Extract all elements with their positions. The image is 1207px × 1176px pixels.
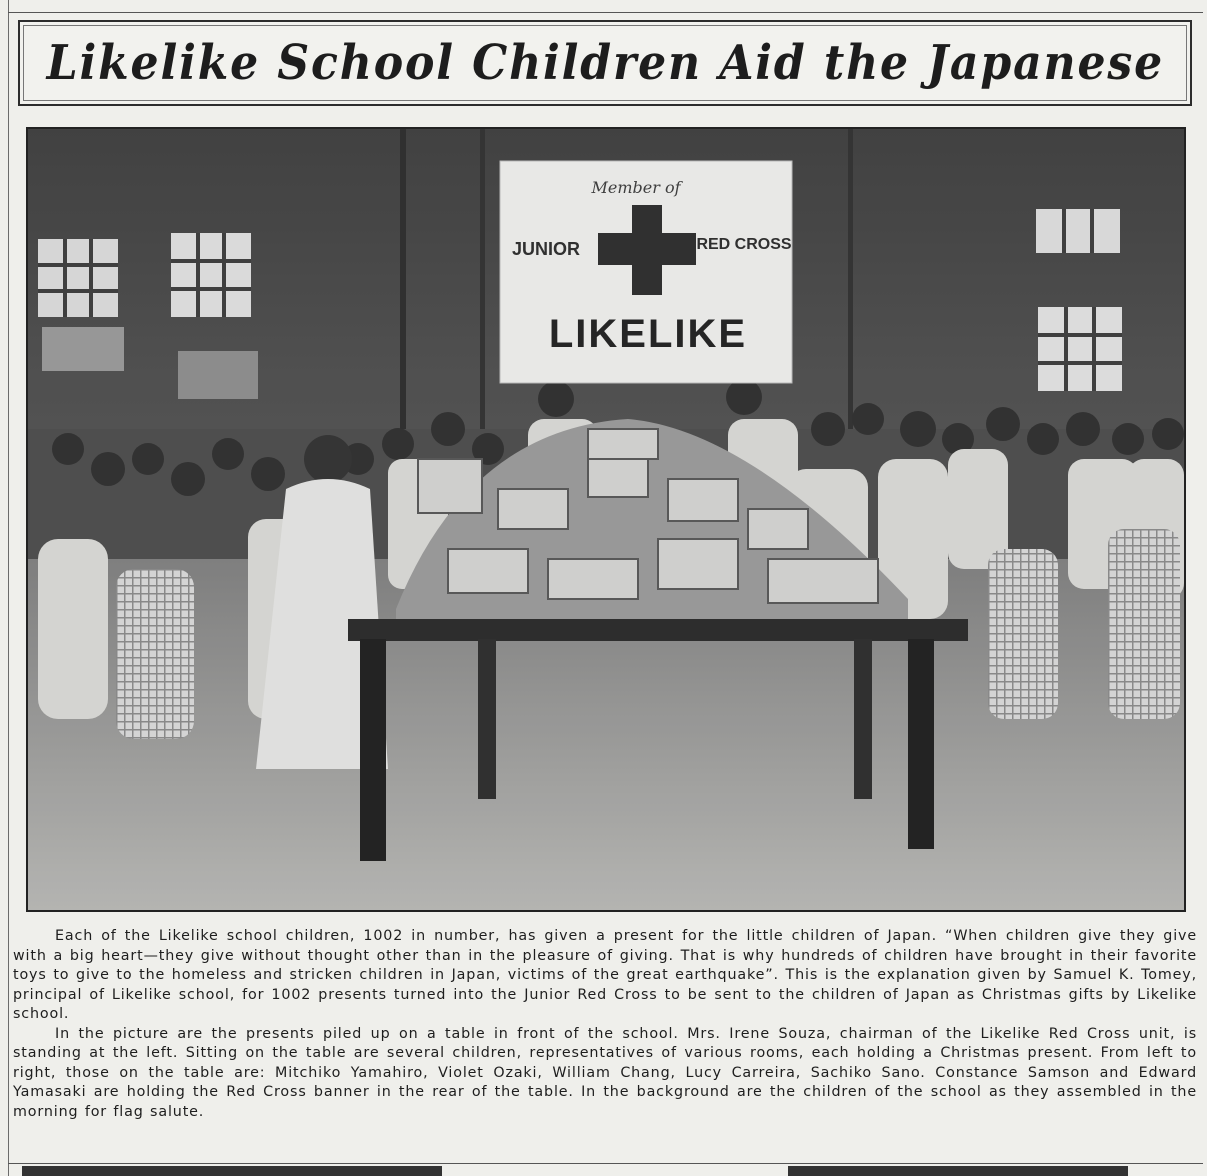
banner-junior: JUNIOR [511,239,581,259]
next-article-cutoff [8,1163,1203,1176]
photo-caption [13,927,1197,1122]
caption-paragraph-2: In the picture are the presents piled up on a table in front of the school. Mrs. Irene Souza, chairman of the Likelike Red Cross unit, is standing at the left. Sitting on the table are several children, representatives of various rooms, each holding a Christmas present. From left to right, those on the table are: Mitchiko Yamahiro, Violet Ozaki, William Chang, Lucy Carreira, Sachiko Sano. Constance Samson and Edward Yamasaki are holding the Red Cross banner in the rear of the table. In the background are the children of the school as they assembled in the morning for flag salute. [13,1025,1197,1120]
headline: Likelike School Children Aid the Japanese [46,35,1164,91]
headline-box [18,20,1192,106]
page-left-rule [8,0,9,1176]
news-photo [26,127,1186,912]
photo-illustration [28,129,1184,910]
banner-member-of: Member of [591,178,681,197]
caption-paragraph-1: Each of the Likelike school children, 1002 in number, has given a present for the little children of Japan. “When children give they give with a big heart—they give without thought other than in the pleasure of giving. That is why hundreds of children have brought in their favorite toys to give to the homeless and stricken children in Japan, victims of the great earthquake”. This is the explanation given by Samuel K. Tomey, principal of Likelike school, for 1002 presents turned into the Junior Red Cross to be sent to the children of Japan as Christmas gifts by Likelike school. [13,928,1197,1022]
page-top-rule [8,12,1203,13]
banner-school-name: LIKELIKE [548,312,748,356]
banner-red-cross: RED CROSS [696,236,792,253]
